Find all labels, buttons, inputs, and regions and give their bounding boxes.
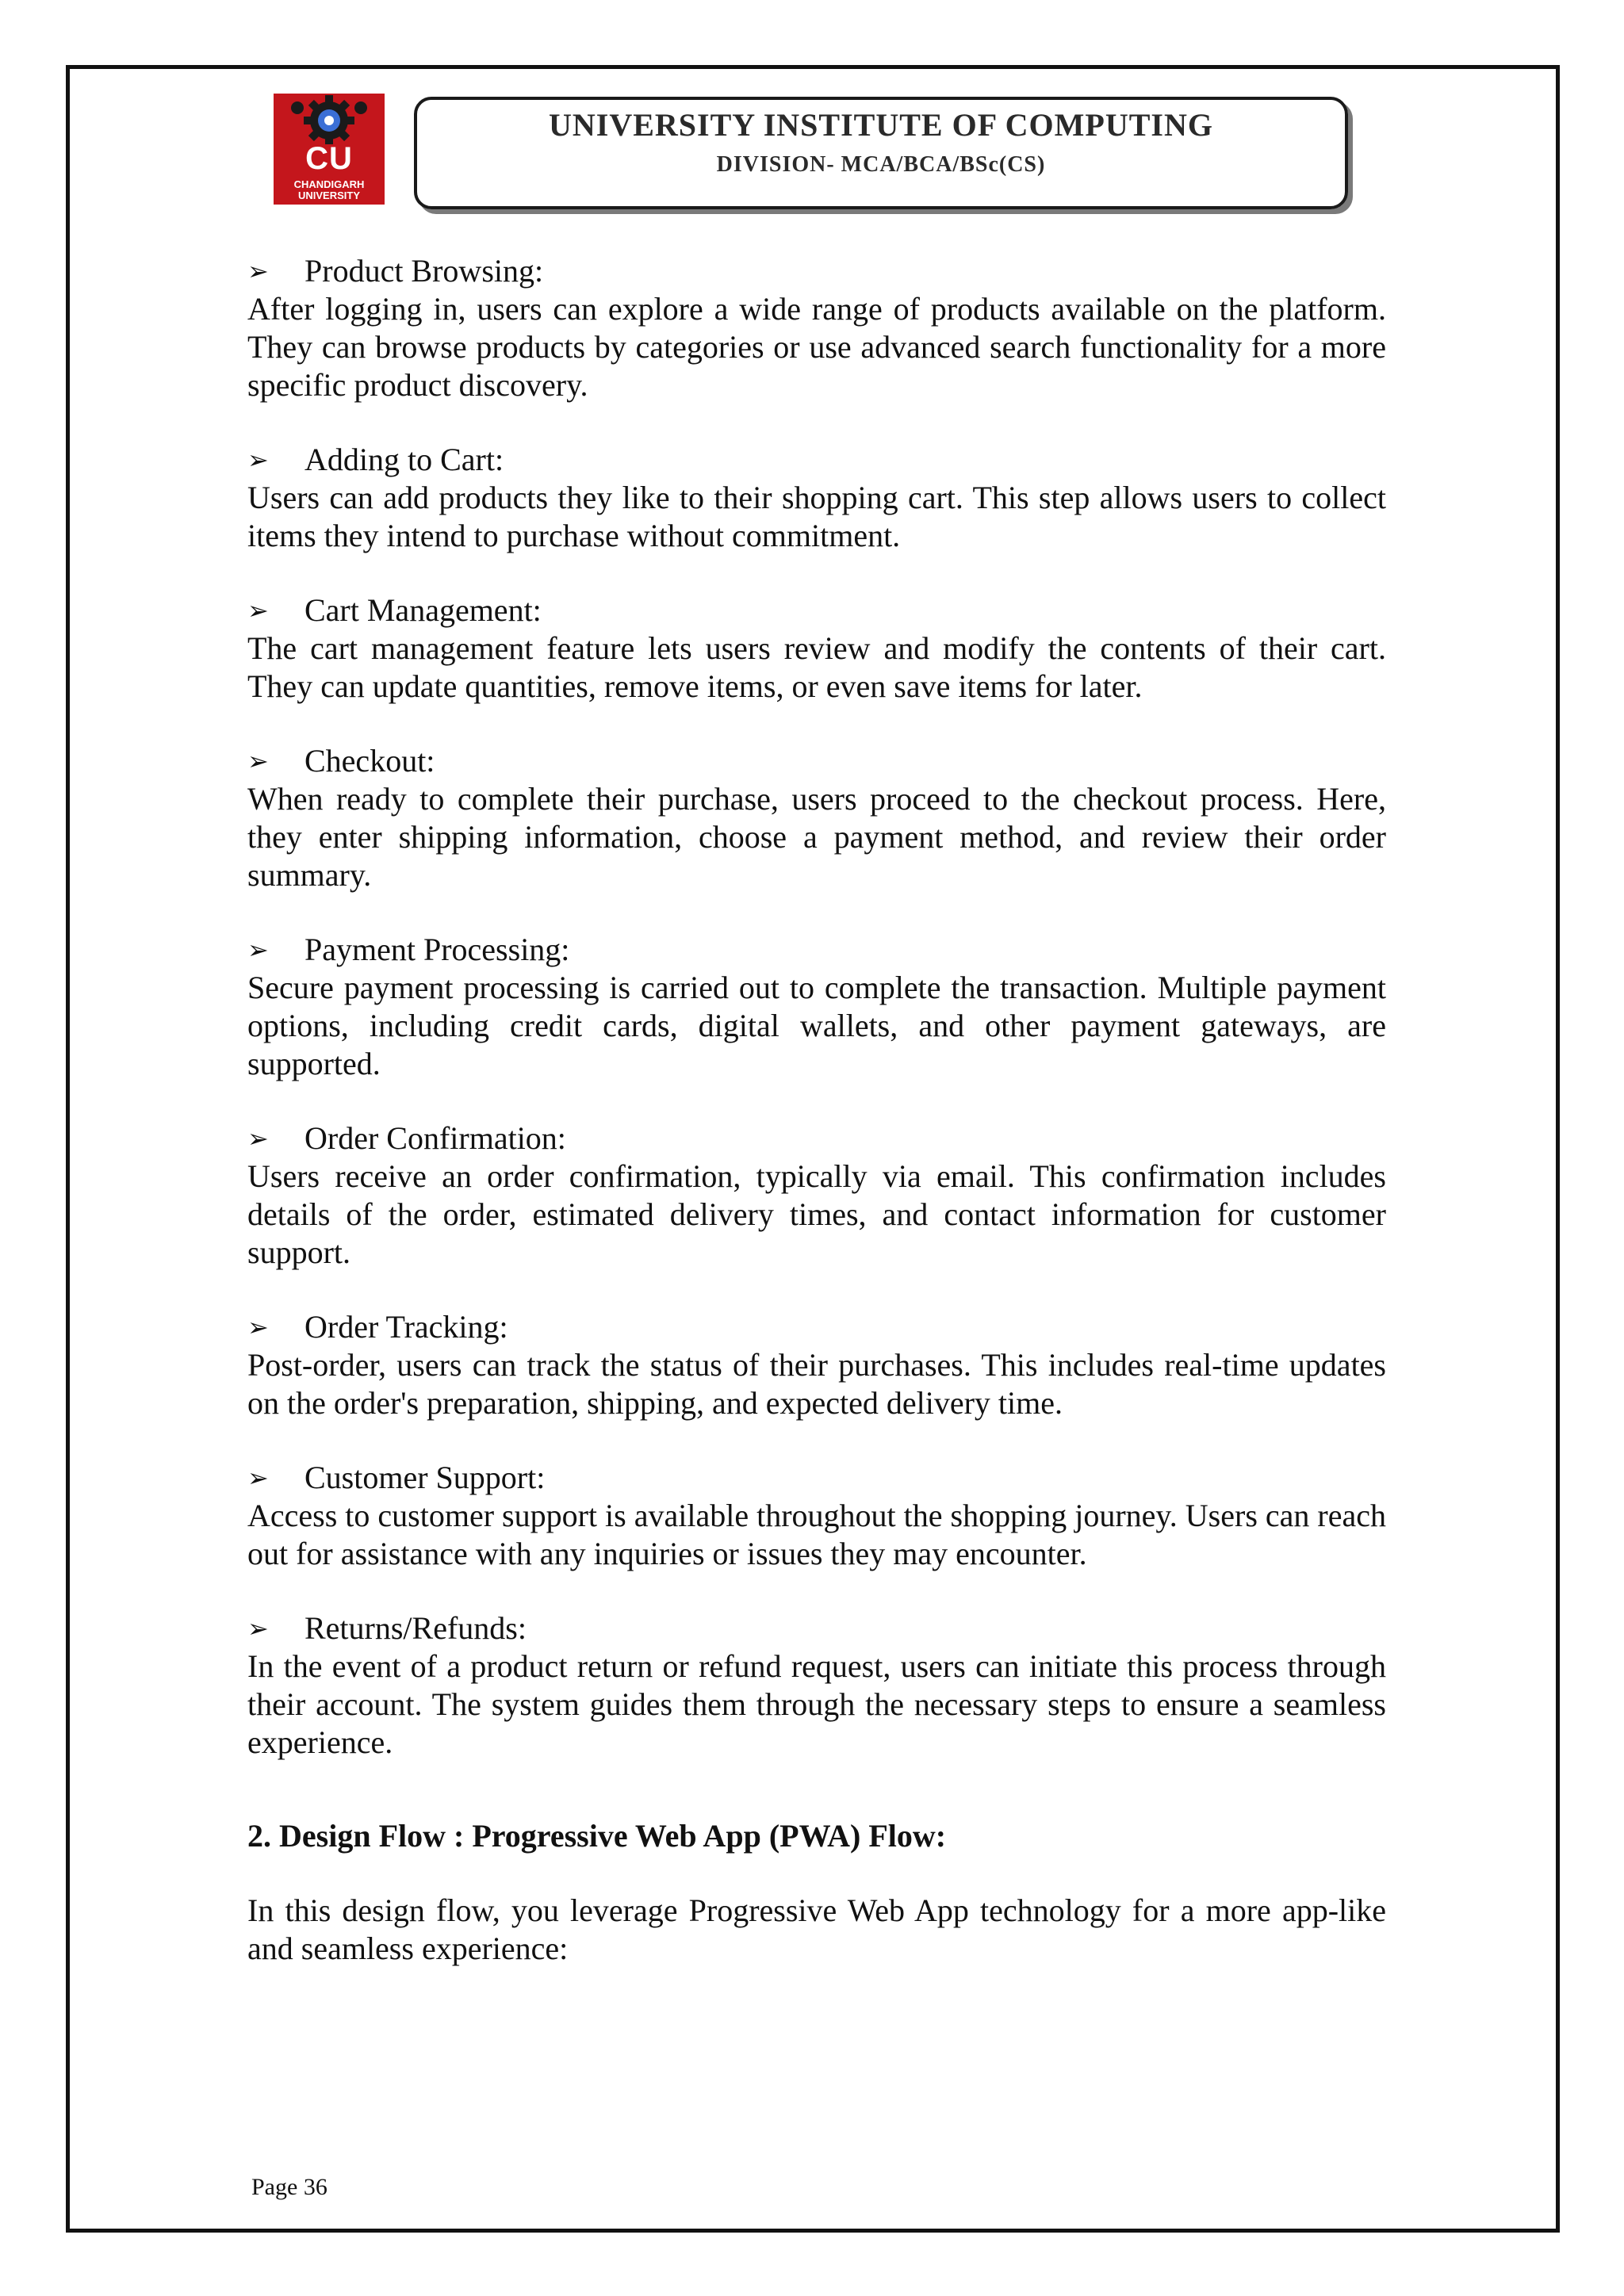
design-flow-heading: 2. Design Flow : Progressive Web App (PWA) Flow: <box>247 1818 947 1854</box>
institute-title: UNIVERSITY INSTITUTE OF COMPUTING <box>549 107 1213 143</box>
section-heading: Order Tracking: <box>304 1309 508 1345</box>
arrow-bullet-icon: ➢ <box>247 257 269 285</box>
page-number: Page 36 <box>251 2174 327 2200</box>
section-customer-support <box>247 1459 1386 1573</box>
gear-emblem-icon <box>274 94 385 144</box>
arrow-bullet-icon: ➢ <box>247 596 269 625</box>
section-payment-processing <box>247 931 1386 1083</box>
logo-cu-text: CU <box>305 141 353 176</box>
section-body: Users can add products they like to their shopping cart. This step allows users to collect items they intend to purchase without commitment. <box>247 480 1386 553</box>
section-order-tracking <box>247 1308 1386 1422</box>
division-subtitle: DIVISION- MCA/BCA/BSc(CS) <box>716 152 1046 177</box>
section-cart-management <box>247 591 1386 706</box>
section-body: Post-order, users can track the status of their purchases. This includes real-time updates on the order's preparation, shipping, and expected delivery time. <box>247 1347 1386 1421</box>
university-logo <box>274 94 385 205</box>
section-heading: Customer Support: <box>304 1460 546 1495</box>
arrow-bullet-icon: ➢ <box>247 936 269 964</box>
arrow-bullet-icon: ➢ <box>247 747 269 775</box>
design-flow-intro: In this design flow, you leverage Progressive Web App technology for a more app-like and seamless experience: <box>247 1892 1386 1966</box>
section-body: In the event of a product return or refund request, users can initiate this process through their account. The system guides them through the necessary steps to ensure a seamless experience. <box>247 1648 1386 1760</box>
section-heading: Cart Management: <box>304 592 542 628</box>
section-body: When ready to complete their purchase, users proceed to the checkout process. Here, they enter shipping information, choose a payment method, and review their order summary. <box>247 781 1386 893</box>
section-heading: Order Confirmation: <box>304 1120 566 1156</box>
section-body: After logging in, users can explore a wide range of products available on the platform. They can browse products by categories or use advanced search functionality for a more specific product discovery. <box>247 291 1386 403</box>
section-heading: Payment Processing: <box>304 932 570 967</box>
arrow-bullet-icon: ➢ <box>247 1614 269 1643</box>
section-product-browsing <box>247 252 1386 404</box>
section-checkout <box>247 742 1386 894</box>
page-content <box>247 252 1386 1968</box>
header-banner <box>414 97 1348 209</box>
section-body: The cart management feature lets users review and modify the contents of their cart. They can update quantities, remove items, or even save items for later. <box>247 630 1386 704</box>
section-returns-refunds <box>247 1609 1386 1762</box>
arrow-bullet-icon: ➢ <box>247 1464 269 1492</box>
arrow-bullet-icon: ➢ <box>247 1313 269 1341</box>
section-heading: Adding to Cart: <box>304 442 504 477</box>
logo-line-2: UNIVERSITY <box>297 189 360 201</box>
section-order-confirmation <box>247 1119 1386 1272</box>
arrow-bullet-icon: ➢ <box>247 446 269 474</box>
section-adding-to-cart <box>247 441 1386 555</box>
logo-line-1: CHANDIGARH <box>293 178 365 190</box>
section-body: Secure payment processing is carried out to complete the transaction. Multiple payment options, including credit cards, digital wallets, and other payment gateways, are supported. <box>247 970 1386 1081</box>
section-body: Access to customer support is available throughout the shopping journey. Users can reach out for assistance with any inquiries or issues they may encounter. <box>247 1498 1386 1571</box>
section-heading: Checkout: <box>304 743 435 779</box>
section-body: Users receive an order confirmation, typically via email. This confirmation includes details of the order, estimated delivery times, and contact information for customer support. <box>247 1158 1386 1270</box>
arrow-bullet-icon: ➢ <box>247 1124 269 1153</box>
section-heading: Returns/Refunds: <box>304 1610 527 1646</box>
section-heading: Product Browsing: <box>304 253 544 289</box>
